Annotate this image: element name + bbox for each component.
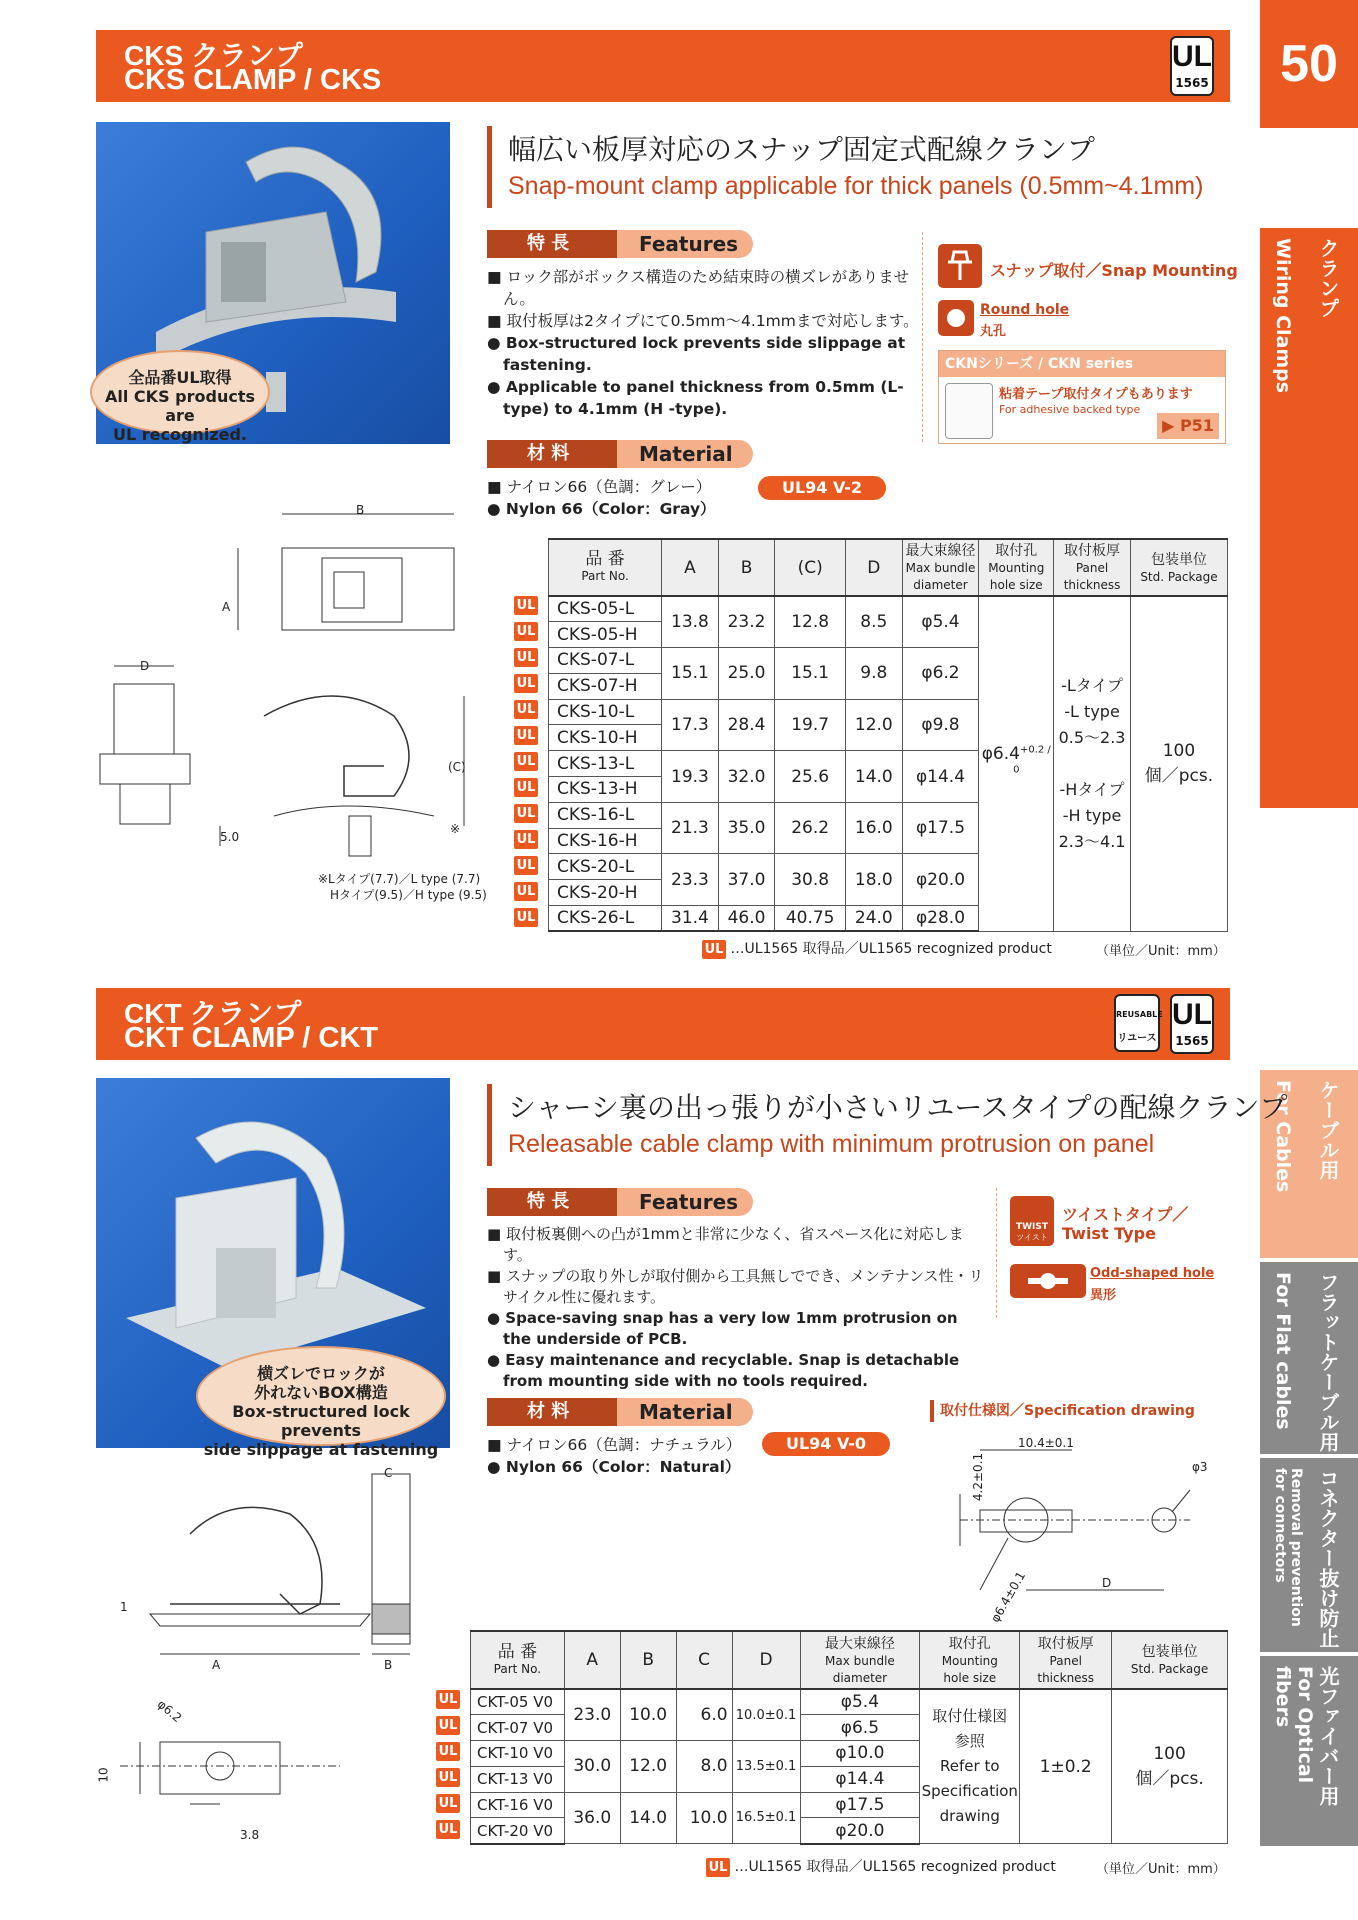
cell-mount-hole (920, 1689, 1020, 1844)
th-max-en2: diameter (913, 578, 968, 592)
side-tab-jp: フラットケーブル用 (1316, 1272, 1340, 1452)
ul-mark: UL (436, 1794, 460, 1813)
ckt-photo-callout (196, 1346, 446, 1459)
th-d: D (732, 1631, 800, 1689)
th-part-en: Part No. (493, 1661, 542, 1676)
cell-d: 24.0 (846, 906, 903, 932)
part-no: CKT-10 V0 (471, 1741, 565, 1767)
callout-line: UL recognized. (113, 425, 247, 444)
cell-max: φ28.0 (902, 906, 979, 932)
cell-d: 9.8 (846, 648, 903, 700)
odd-hole-label-jp: 異形 (1090, 1288, 1117, 1303)
cell-a: 36.0 (564, 1792, 620, 1844)
material-label-en: Material (617, 440, 753, 468)
ul-mark: UL (706, 1858, 730, 1877)
ckn-series-box[interactable] (938, 350, 1226, 444)
th-panel-en2: thickness (1063, 578, 1121, 592)
callout-line: side slippage at fastening (203, 1440, 439, 1459)
side-tab-wiring-clamps[interactable] (1260, 226, 1358, 808)
th-panel-jp: 取付板厚 (1037, 1635, 1094, 1652)
cks-section-header (96, 30, 1230, 102)
cks-features-label (487, 230, 753, 258)
th-max-en: Max bundle (825, 1653, 895, 1668)
round-hole-label-en: Round hole (980, 302, 1070, 318)
ul-mark: UL (436, 1690, 460, 1709)
ul-mark: UL (514, 804, 538, 823)
side-tab-en: Wiring Clamps (1272, 238, 1294, 394)
cell-d: 13.5±0.1 (732, 1741, 800, 1793)
dim-label-b: B (384, 1658, 393, 1672)
cell-c: 8.0 (676, 1741, 732, 1793)
cks-title-en: Snap-mount clamp applicable for thick panels (0.5mm~4.1mm) (508, 172, 1204, 200)
side-tab-connectors[interactable] (1260, 1456, 1358, 1652)
cell-max: φ14.4 (902, 751, 979, 803)
cell-b: 23.2 (718, 596, 775, 648)
cell-max: φ20.0 (800, 1818, 920, 1844)
feature-item: ■ スナップの取り外しが取付側から工具無しででき、メンテナンス性・リサイクル性に優れます。 (487, 1267, 984, 1306)
side-tab-en: For Cables (1272, 1080, 1294, 1193)
cks-drawing-note: ※Lタイプ(7.7)／L type (7.7) (318, 872, 481, 886)
ckn-title: CKNシリーズ / CKN series (939, 351, 1225, 377)
ul-1565-badge (1170, 994, 1214, 1054)
mount-hole-line: drawing (939, 1807, 1000, 1826)
panel-line: 0.5～2.3 (1058, 727, 1126, 747)
cell-mount-hole (979, 596, 1054, 931)
side-tab-optical-fibers[interactable] (1260, 1654, 1358, 1846)
ckn-jp: 粘着テープ取付タイプもあります (999, 387, 1193, 402)
part-no: CKS-20-H (549, 880, 662, 906)
material-item: ■ ナイロン66（色調：グレー） (487, 478, 712, 496)
reusable-en: REUSABLE (1116, 1010, 1163, 1019)
cell-a: 21.3 (662, 802, 719, 854)
th-panel-en: Panel (1075, 561, 1109, 575)
spec-label-width: 10.4±0.1 (1018, 1436, 1074, 1450)
mount-hole-line: 取付仕様図 (932, 1707, 1008, 1726)
ckt-footnote (706, 1856, 1056, 1877)
feature-item: ● Space-saving snap has a very low 1mm protrusion on the underside of PCB. (487, 1309, 958, 1348)
ckt-material-list (487, 1434, 741, 1478)
ckt-title-en: Releasable cable clamp with minimum protrusion on panel (508, 1130, 1155, 1158)
dim-label-a: A (212, 1658, 221, 1672)
cell-d: 16.5±0.1 (732, 1792, 800, 1844)
ckn-en: For adhesive backed type (999, 403, 1141, 416)
cell-c: 10.0 (676, 1792, 732, 1844)
dim-label-ten: 10 (96, 1767, 111, 1783)
ckt-unit-note: （単位／Unit：mm） (1096, 1862, 1226, 1877)
twist-icon-jp: ツイスト (1016, 1233, 1048, 1242)
cell-max: φ5.4 (800, 1689, 920, 1715)
th-part-jp: 品 番 (585, 549, 625, 569)
cell-b: 46.0 (718, 906, 775, 932)
cell-a: 31.4 (662, 906, 719, 932)
part-no: CKS-10-H (549, 725, 662, 751)
ul-1565-badge (1170, 36, 1214, 96)
cks-title-bar (487, 126, 492, 208)
th-max-en: Max bundle (905, 561, 976, 575)
ul-mark: UL (702, 940, 726, 959)
cell-c: 40.75 (775, 906, 846, 932)
ul-badge-number: 1565 (1175, 1034, 1209, 1048)
spec-label-height: 4.2±0.1 (971, 1452, 986, 1502)
cell-b: 28.4 (718, 699, 775, 751)
th-pkg-jp: 包装単位 (1141, 1644, 1198, 1660)
ul-mark: UL (514, 726, 538, 745)
ckt-material-label (487, 1398, 753, 1426)
ul-mark: UL (514, 674, 538, 693)
cks-title-jp: 幅広い板厚対応のスナップ固定式配線クランプ (508, 133, 1095, 166)
feature-item: ■ 取付板裏側への凸が1mmと非常に少なく、省スペース化に対応します。 (487, 1225, 964, 1264)
snap-mount-icon (938, 244, 982, 288)
cell-a: 19.3 (662, 751, 719, 803)
odd-shaped-hole-icon (1010, 1264, 1086, 1298)
features-label-en: Features (617, 230, 753, 258)
package-qty: 100 (1162, 741, 1196, 762)
feature-item: ● Applicable to panel thickness from 0.5mm (L-type) to 4.1mm (H -type). (487, 378, 904, 418)
dim-label-one: 1 (120, 1600, 128, 1614)
cks-features-list (487, 266, 919, 420)
snap-mount-label: スナップ取付／Snap Mounting (990, 261, 1238, 280)
dim-label-c: C (384, 1466, 393, 1480)
mount-hole-line: 参照 (954, 1732, 985, 1751)
twist-type-icon (1010, 1196, 1054, 1246)
cks-header-en: CKS CLAMP / CKS (124, 64, 382, 96)
round-hole-label-jp: 丸孔 (980, 324, 1007, 339)
feature-item: ■ ロック部がボックス構造のため結束時の横ズレがありません。 (487, 268, 910, 308)
th-hole-en: Mounting (941, 1653, 998, 1668)
ckt-footnote-text: …UL1565 取得品／UL1565 recognized product (734, 1859, 1056, 1875)
cell-a: 15.1 (662, 648, 719, 700)
reusable-badge (1114, 994, 1163, 1052)
ul-mark: UL (514, 622, 538, 641)
dim-label-three8: 3.8 (240, 1828, 260, 1842)
divider (922, 232, 923, 442)
package-unit: 個／pcs. (1144, 766, 1214, 787)
th-pkg-en: Std. Package (1140, 569, 1218, 584)
page-number-tab (1260, 0, 1358, 128)
cell-a: 23.3 (662, 854, 719, 906)
cks-material-label (487, 440, 753, 468)
spec-drawing-title: 取付仕様図／Specification drawing (940, 1403, 1195, 1419)
part-no: CKS-26-L (549, 906, 662, 932)
callout-line: 全品番UL取得 (128, 368, 232, 387)
cks-material-list (487, 476, 716, 520)
cell-b: 35.0 (718, 802, 775, 854)
th-hole-en2: hole size (989, 578, 1043, 592)
cell-c: 15.1 (775, 648, 846, 700)
material-item: ● Nylon 66（Color：Gray） (487, 500, 716, 518)
th-part-en: Part No. (581, 569, 629, 583)
cell-max: φ6.5 (800, 1715, 920, 1741)
cell-max: φ17.5 (800, 1792, 920, 1818)
dim-label-d: D (140, 659, 150, 673)
cks-unit-note: （単位／Unit：mm） (1096, 944, 1226, 959)
spec-label-phi64: φ6.4±0.1 (987, 1569, 1029, 1625)
cell-panel-thickness (1054, 596, 1131, 931)
part-no: CKT-07 V0 (471, 1715, 565, 1741)
cell-max: φ17.5 (902, 802, 979, 854)
cell-a: 17.3 (662, 699, 719, 751)
cell-b: 25.0 (718, 648, 775, 700)
round-hole-icon (938, 300, 974, 336)
features-label-jp: 特 長 (487, 1188, 617, 1216)
spec-drawing-bar (930, 1400, 934, 1422)
side-tab-en: Removal prevention for connectors (1272, 1468, 1304, 1627)
th-panel-en: Panel (1049, 1653, 1082, 1668)
cell-d: 16.0 (846, 802, 903, 854)
cks-footnote-text: …UL1565 取得品／UL1565 recognized product (730, 941, 1052, 957)
material-item: ■ ナイロン66（色調：ナチュラル） (487, 1436, 742, 1454)
th-panel-en2: thickness (1037, 1670, 1095, 1685)
th-b: B (718, 539, 775, 596)
panel-line: 2.3～4.1 (1058, 831, 1126, 851)
table-row (549, 596, 1228, 622)
side-tab-jp: クランプ (1316, 238, 1340, 318)
th-pkg-jp: 包装単位 (1150, 551, 1207, 568)
ckt-section-header (96, 988, 1230, 1060)
cell-max: φ5.4 (902, 596, 979, 648)
cell-c: 25.6 (775, 751, 846, 803)
ul-mark: UL (514, 882, 538, 901)
cks-ul94-badge: UL94 V-2 (758, 476, 886, 500)
dim-label-a: A (222, 600, 231, 614)
th-max-en2: diameter (832, 1670, 888, 1685)
divider (996, 1188, 997, 1318)
part-no: CKS-07-L (549, 648, 662, 674)
ul-mark: UL (436, 1742, 460, 1761)
panel-line: -Hタイプ (1059, 779, 1125, 799)
th-a: A (662, 539, 719, 596)
part-no: CKS-16-L (549, 802, 662, 828)
callout-line: 外れないBOX構造 (254, 1383, 388, 1402)
cell-c: 30.8 (775, 854, 846, 906)
cks-drawing-note: Hタイプ(9.5)／H type (9.5) (330, 888, 487, 902)
material-label-en: Material (617, 1398, 753, 1426)
part-no: CKS-13-L (549, 751, 662, 777)
part-no: CKS-20-L (549, 854, 662, 880)
cell-d: 12.0 (846, 699, 903, 751)
panel-line: -L type (1064, 701, 1120, 721)
th-hole-jp: 取付孔 (995, 543, 1038, 559)
odd-hole-label-en: Odd-shaped hole (1090, 1266, 1215, 1281)
cell-max: φ10.0 (800, 1741, 920, 1767)
th-a: A (564, 1631, 620, 1689)
callout-line: All CKS products are (105, 387, 255, 425)
ul-mark: UL (514, 752, 538, 771)
ul-mark: UL (436, 1768, 460, 1787)
features-label-en: Features (617, 1188, 753, 1216)
th-b: B (620, 1631, 676, 1689)
th-max-jp: 最大束線径 (905, 543, 976, 559)
cell-max: φ20.0 (902, 854, 979, 906)
ul-mark: UL (514, 778, 538, 797)
cell-b: 32.0 (718, 751, 775, 803)
reusable-jp: リユース (1117, 1033, 1157, 1044)
features-label-jp: 特 長 (487, 230, 617, 258)
cell-a: 23.0 (564, 1689, 620, 1741)
mount-hole: φ6.4 (981, 743, 1020, 764)
th-pkg-en: Std. Package (1130, 1662, 1209, 1676)
spec-label-phi3: φ3 (1192, 1460, 1208, 1474)
th-hole-en2: hole size (943, 1670, 997, 1685)
dim-label-height: 5.0 (220, 830, 240, 844)
cell-a: 13.8 (662, 596, 719, 648)
th-part-jp: 品 番 (497, 1641, 538, 1662)
cell-b: 37.0 (718, 854, 775, 906)
ul-mark: UL (436, 1716, 460, 1735)
cell-b: 14.0 (620, 1792, 676, 1844)
panel-line: -H type (1062, 805, 1122, 825)
cks-spec-table (548, 538, 1228, 932)
ckt-spec-table (470, 1630, 1228, 1845)
cks-footnote (702, 938, 1052, 959)
mount-tolerance: +0.2 / 0 (1013, 744, 1051, 776)
ul-mark: UL (514, 700, 538, 719)
ul-mark: UL (514, 908, 538, 927)
panel-line: -Lタイプ (1061, 675, 1123, 695)
cks-photo-callout (90, 350, 270, 444)
twist-icon-en: TWIST (1015, 1222, 1049, 1232)
mount-hole-line: Refer to (940, 1757, 1000, 1776)
th-hole-en: Mounting (988, 561, 1045, 575)
th-hole-jp: 取付孔 (948, 1635, 991, 1652)
cks-dimension-drawing (94, 496, 504, 906)
ul-badge-text: UL (1172, 998, 1212, 1031)
cell-c: 12.8 (775, 596, 846, 648)
ul-mark: UL (514, 648, 538, 667)
th-c: (C) (775, 539, 846, 596)
cell-c: 19.7 (775, 699, 846, 751)
cell-d: 14.0 (846, 751, 903, 803)
th-d: D (846, 539, 903, 596)
cell-max: φ14.4 (800, 1766, 920, 1792)
cell-c: 6.0 (676, 1689, 732, 1741)
part-no: CKS-05-L (549, 596, 662, 622)
cell-a: 30.0 (564, 1741, 620, 1793)
twist-type-label-en: Twist Type (1062, 1224, 1156, 1243)
feature-item: ● Box-structured lock prevents side slippage at fastening. (487, 334, 906, 374)
ul-mark: UL (514, 596, 538, 615)
th-panel-jp: 取付板厚 (1064, 543, 1121, 559)
ul-mark: UL (514, 830, 538, 849)
material-label-jp: 材 料 (487, 440, 617, 468)
ckt-title-jp: シャーシ裏の出っ張りが小さいリユースタイプの配線クランプ (508, 1091, 1288, 1124)
part-no: CKT-05 V0 (471, 1689, 565, 1715)
cell-d: 10.0±0.1 (732, 1689, 800, 1741)
ckt-title-bar (487, 1084, 492, 1166)
side-tab-jp: ケーブル用 (1316, 1080, 1340, 1180)
callout-line: Box-structured lock prevents (232, 1402, 410, 1440)
part-no: CKS-16-H (549, 828, 662, 854)
part-no: CKS-10-L (549, 699, 662, 725)
package-unit: 個／pcs. (1135, 1769, 1204, 1790)
part-no: CKS-13-H (549, 777, 662, 803)
cell-max: φ6.2 (902, 648, 979, 700)
dim-label-phi62: φ6.2 (154, 1696, 185, 1726)
cell-panel-thickness: 1±0.2 (1020, 1689, 1112, 1844)
th-max-jp: 最大束線径 (824, 1635, 895, 1652)
ckt-features-list (487, 1224, 987, 1392)
adhesive-clamp-icon (945, 383, 993, 439)
ckn-page-link[interactable]: ▶ P51 (1157, 413, 1219, 439)
dim-label-b: B (356, 503, 365, 517)
page-number: 50 (1280, 35, 1338, 93)
feature-item: ■ 取付板厚は2タイプにて0.5mm～4.1mmまで対応します。 (487, 312, 919, 330)
cell-max: φ9.8 (902, 699, 979, 751)
cell-b: 10.0 (620, 1689, 676, 1741)
dim-label-mark: ※ (450, 822, 461, 836)
side-tab-en: For Flat cables (1272, 1272, 1294, 1430)
side-tab-en: For Optical fibers (1272, 1666, 1316, 1784)
part-no: CKT-20 V0 (471, 1818, 565, 1844)
ul-mark: UL (514, 856, 538, 875)
part-no: CKS-07-H (549, 673, 662, 699)
ckt-header-jp: CKT クランプ (124, 998, 302, 1029)
twist-type-label: ツイストタイプ／ (1062, 1205, 1189, 1224)
cell-package (1130, 596, 1227, 931)
cell-c: 26.2 (775, 802, 846, 854)
cell-b: 12.0 (620, 1741, 676, 1793)
th-c: C (676, 1631, 732, 1689)
package-qty: 100 (1153, 1744, 1186, 1765)
side-tab-jp: 光ファイバー用 (1316, 1666, 1340, 1806)
part-no: CKT-13 V0 (471, 1766, 565, 1792)
ckt-header-en: CKT CLAMP / CKT (124, 1022, 379, 1054)
cell-d: 18.0 (846, 854, 903, 906)
side-tab-flat-cables[interactable] (1260, 1260, 1358, 1454)
side-tab-jp: コネクター抜け防止 (1316, 1468, 1340, 1648)
ckt-dimension-drawing (110, 1454, 450, 1844)
part-no: CKT-16 V0 (471, 1792, 565, 1818)
ckt-features-label (487, 1188, 753, 1216)
material-item: ● Nylon 66（Color：Natural） (487, 1458, 741, 1476)
callout-line: 横ズレでロックが (257, 1364, 385, 1383)
dim-label-c: (C) (448, 760, 466, 774)
ckt-ul94-badge: UL94 V-0 (762, 1432, 890, 1456)
material-label-jp: 材 料 (487, 1398, 617, 1426)
ul-badge-number: 1565 (1175, 76, 1209, 90)
spec-label-d: D (1102, 1576, 1112, 1590)
ul-badge-text: UL (1172, 40, 1212, 73)
cell-d: 8.5 (846, 596, 903, 648)
ul-mark: UL (436, 1820, 460, 1839)
feature-item: ● Easy maintenance and recyclable. Snap is detachable from mounting side with no tools required. (487, 1351, 960, 1390)
cks-header-jp: CKS クランプ (124, 40, 303, 71)
table-row (471, 1689, 1228, 1715)
cell-package (1112, 1689, 1228, 1844)
part-no: CKS-05-H (549, 622, 662, 648)
mount-hole-line: Specification (921, 1782, 1018, 1801)
